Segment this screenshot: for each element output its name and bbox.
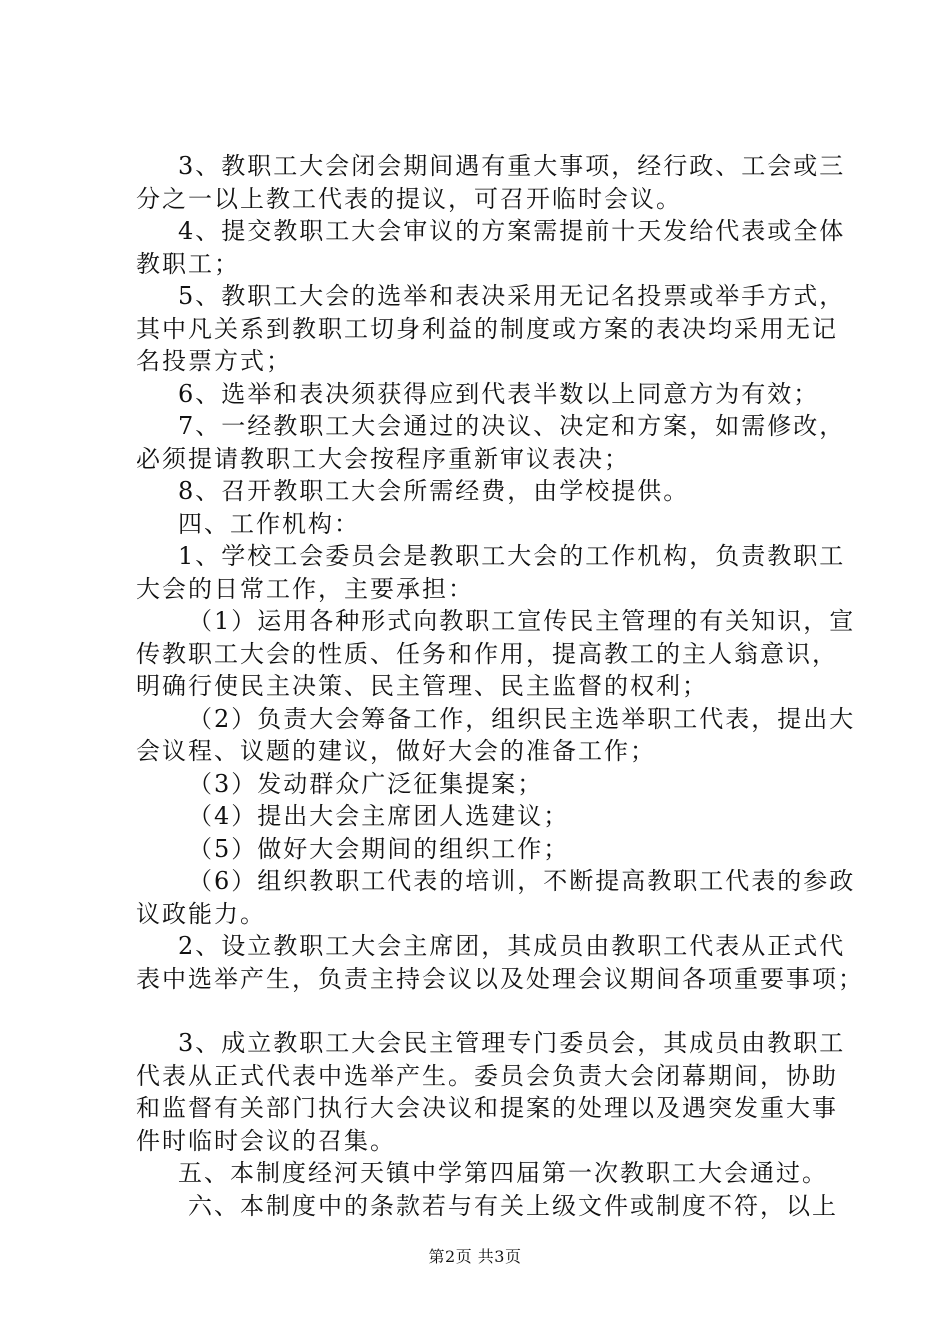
paragraph [136,1190,840,1223]
paragraph [136,605,856,703]
paragraph [136,768,840,801]
paragraph-line: 必须提请教职工大会按程序重新审议表决； [136,444,630,473]
paragraph-line: 教职工； [136,249,240,278]
paragraph-gap [136,995,840,1027]
paragraph-line: 五、本制度经河天镇中学第四届第一次教职工大会通过。 [178,1159,828,1187]
paragraph-line: 8、召开教职工大会所需经费，由学校提供。 [178,477,690,505]
paragraph [136,865,856,930]
paragraph-line: 4、提交教职工大会审议的方案需提前十天发给代表或全体 [178,217,846,245]
paragraph-line: 3、成立教职工大会民主管理专门委员会，其成员由教职工 [178,1029,846,1057]
paragraph-line: 和监督有关部门执行大会决议和提案的处理以及遇突发重大事 [136,1094,838,1122]
paragraph-line: 四、工作机构： [178,509,360,538]
paragraph [136,1027,846,1157]
paragraph-line: 2、设立教职工大会主席团，其成员由教职工代表从正式代 [178,932,846,960]
paragraph [136,215,846,280]
paragraph-line: 7、一经教职工大会通过的决议、决定和方案，如需修改， [178,412,846,440]
paragraph [136,540,846,605]
paragraph-line: （6）组织教职工代表的培训，不断提高教职工代表的参政 [188,867,856,895]
paragraph-line: （2）负责大会筹备工作，组织民主选举职工代表，提出大 [188,704,856,733]
paragraph [136,378,840,411]
paragraph-line: 名投票方式； [136,347,292,375]
paragraph [136,1157,840,1190]
paragraph-line: 其中凡关系到教职工切身利益的制度或方案的表决均采用无记 [136,314,838,343]
paragraph [136,508,840,541]
paragraph-line: 明确行使民主决策、民主管理、民主监督的权利； [136,672,708,700]
paragraph-line: 5、教职工大会的选举和表决采用无记名投票或举手方式， [178,282,846,310]
paragraph [136,410,846,475]
paragraph [136,280,846,378]
paragraph-line: 表中选举产生，负责主持会议以及处理会议期间各项重要事项； [136,964,864,993]
paragraph [136,800,840,833]
paragraph-line: 议政能力。 [136,899,266,928]
paragraph-line: 件时临时会议的召集。 [136,1126,396,1155]
paragraph [136,150,846,215]
paragraph-line: 3、教职工大会闭会期间遇有重大事项，经行政、工会或三 [178,152,846,180]
paragraph-line: （1）运用各种形式向教职工宣传民主管理的有关知识，宣 [188,607,856,635]
paragraph [136,475,840,508]
paragraph [136,930,864,995]
paragraph [136,833,840,866]
paragraph-line: 1、学校工会委员会是教职工大会的工作机构，负责教职工 [178,542,846,570]
paragraph [136,703,856,768]
paragraph-line: 六、本制度中的条款若与有关上级文件或制度不符，以上 [188,1191,838,1220]
page-footer: 第2页 共3页 [428,1247,522,1266]
paragraph-line: （3）发动群众广泛征集提案； [188,769,544,798]
paragraph-line: 代表从正式代表中选举产生。委员会负责大会闭幕期间，协助 [136,1061,838,1090]
paragraph-line: 分之一以上教工代表的提议，可召开临时会议。 [136,184,682,213]
paragraph-line: （4）提出大会主席团人选建议； [188,802,570,830]
paragraph-line: 传教职工大会的性质、任务和作用，提高教工的主人翁意识， [136,639,838,668]
paragraph-line: 6、选举和表决须获得应到代表半数以上同意方为有效； [178,379,820,408]
paragraph-line: （5）做好大会期间的组织工作； [188,834,570,863]
document-body [136,150,864,1222]
paragraph-line: 会议程、议题的建议，做好大会的准备工作； [136,737,656,765]
paragraph-line: 大会的日常工作，主要承担： [136,574,474,603]
